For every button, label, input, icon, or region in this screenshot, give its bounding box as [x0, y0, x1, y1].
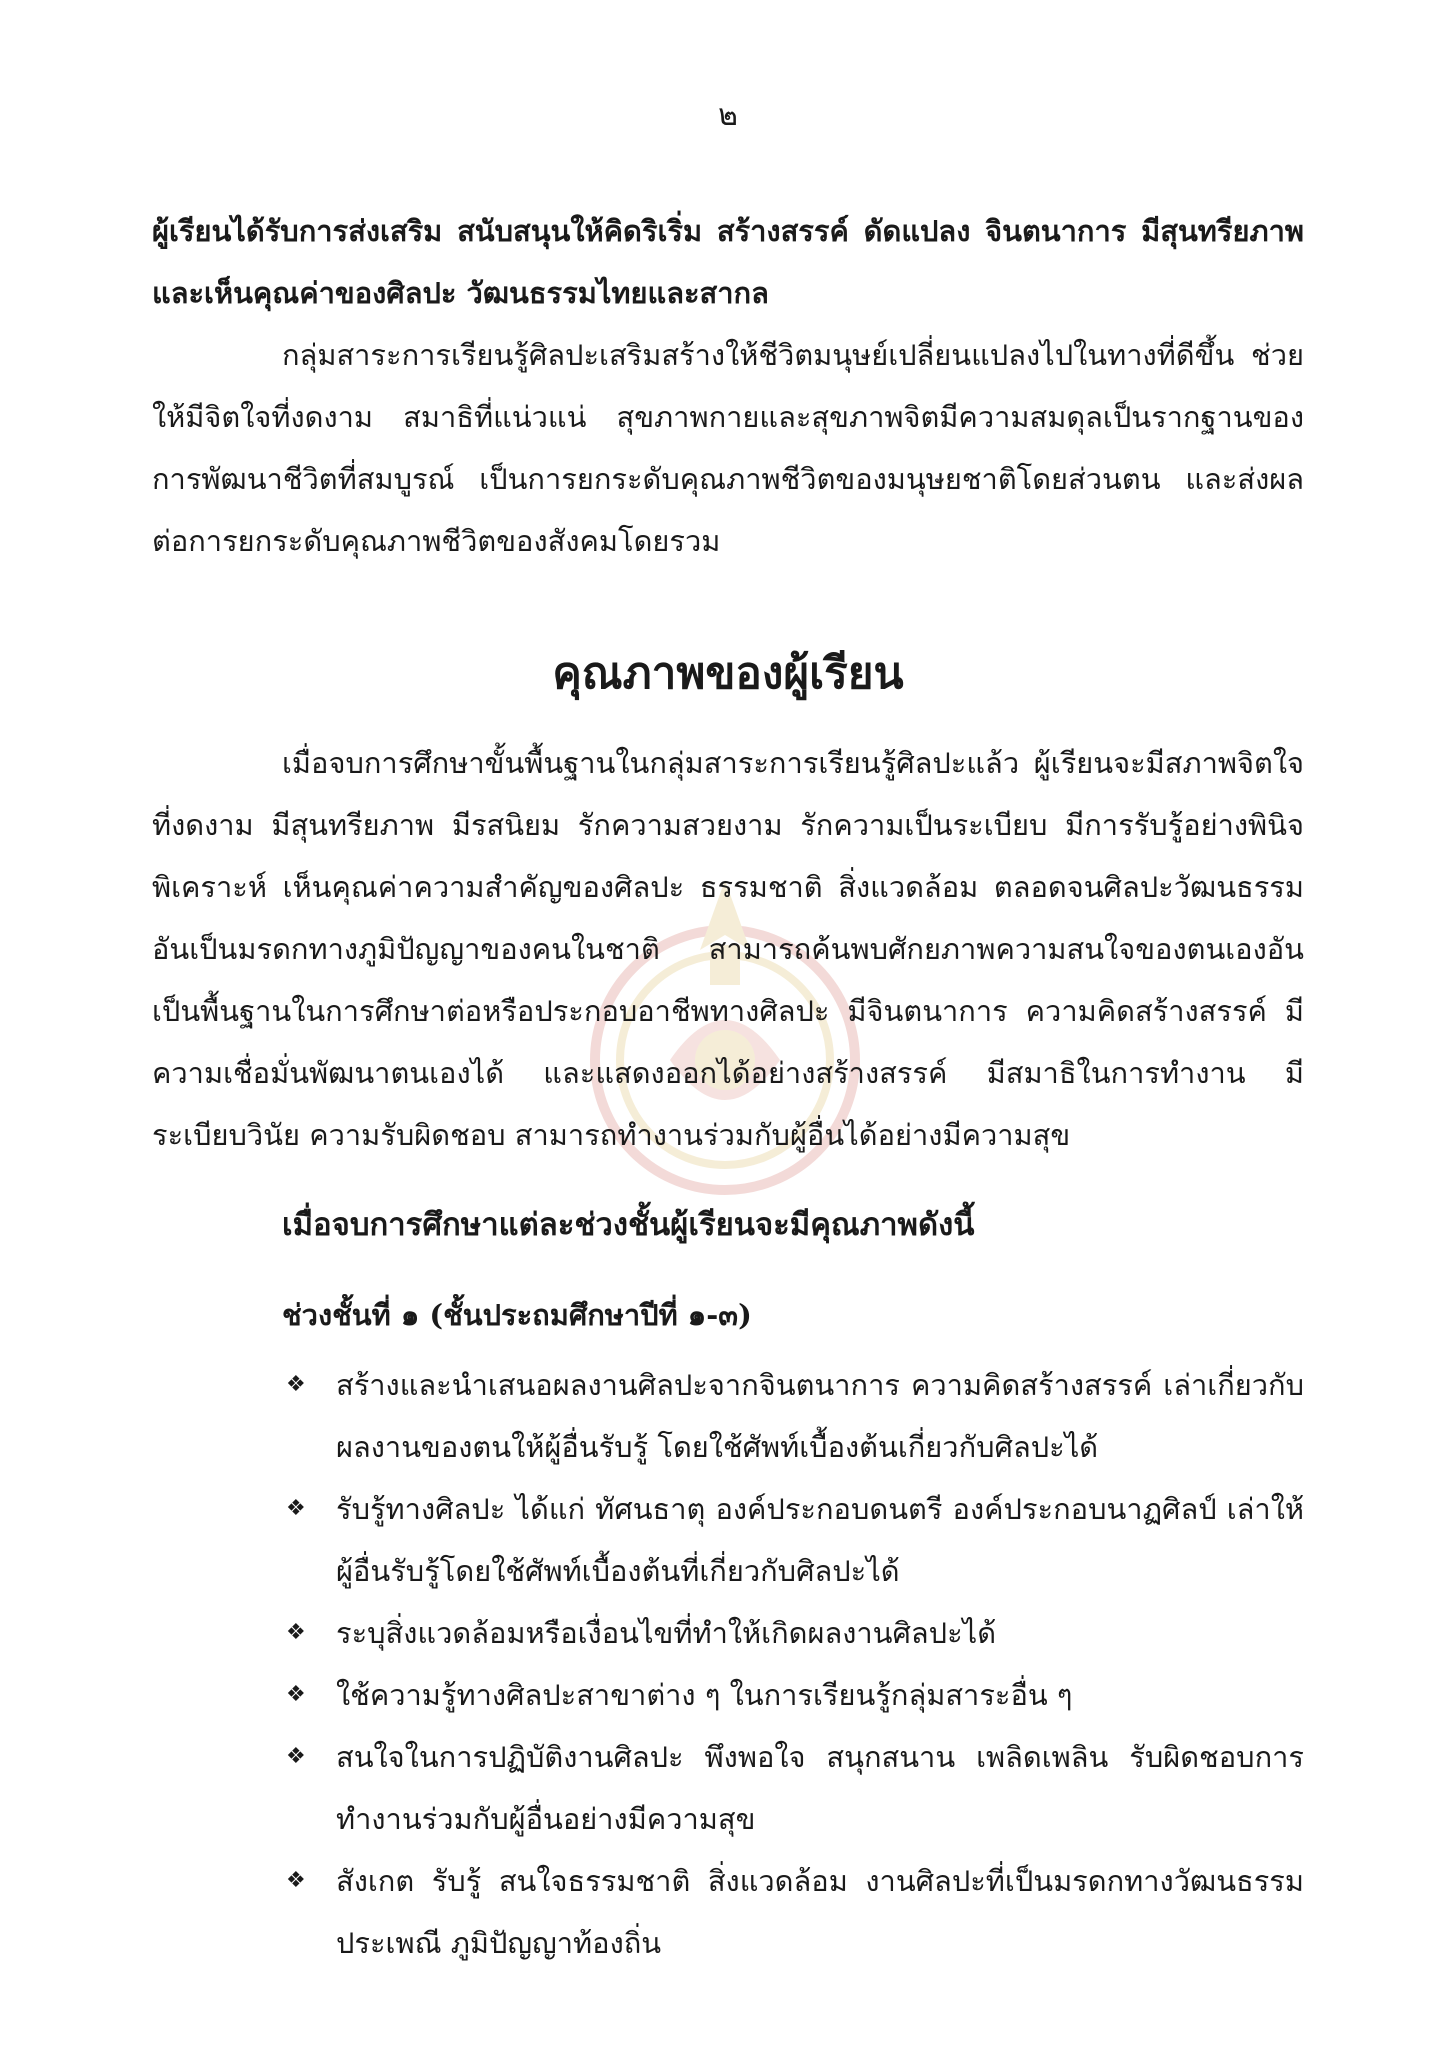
- diamond-bullet-icon: ❖: [286, 1744, 306, 1769]
- list-item: [282, 1478, 1304, 1602]
- list-item: [282, 1850, 1304, 1974]
- diamond-bullet-icon: ❖: [286, 1682, 306, 1707]
- list-item-text: ระบุสิ่งแวดล้อมหรือเงื่อนไขที่ทำให้เกิดผลงานศิลปะได้: [336, 1616, 997, 1650]
- list-item-text: รับรู้ทางศิลปะ ได้แก่ ทัศนธาตุ องค์ประกอบดนตรี องค์ประกอบนาฏศิลป์ เล่าให้ผู้อื่นรับรู้โดยใช้ศัพท์เบื้องต้นที่เกี่ยวกับศิลปะได้: [336, 1492, 1304, 1588]
- intro-bold-text: ผู้เรียนได้รับการส่งเสริม สนับสนุนให้คิดริเริ่ม สร้างสรรค์ ดัดแปลง จินตนาการ มีสุนทรียภาพ และเห็นคุณค่าของศิลปะ วัฒนธรรมไทยและสากล: [152, 214, 1304, 310]
- intro-paragraph: กลุ่มสาระการเรียนรู้ศิลปะเสริมสร้างให้ชีวิตมนุษย์เปลี่ยนแปลงไปในทางที่ดีขึ้น ช่วยให้มีจิตใจที่งดงาม สมาธิที่แน่วแน่ สุขภาพกายและสุขภาพจิตมีความสมดุลเป็นรากฐานของการพัฒนาชีวิตที่สมบูรณ์ เป็นการยกระดับคุณภาพชีวิตของมนุษยชาติโดยส่วนตน และส่งผลต่อการยกระดับคุณภาพชีวิตของสังคมโดยรวม: [152, 338, 1304, 558]
- list-item: [282, 1354, 1304, 1478]
- diamond-bullet-icon: ❖: [286, 1868, 306, 1893]
- list-item: [282, 1726, 1304, 1850]
- page-number: ๒: [718, 98, 738, 133]
- level-heading: ช่วงชั้นที่ ๑ (ชั้นประถมศึกษาปีที่ ๑-๓): [282, 1298, 752, 1332]
- list-item-text: สร้างและนำเสนอผลงานศิลปะจากจินตนาการ ความคิดสร้างสรรค์ เล่าเกี่ยวกับผลงานของตนให้ผู้อื่นรับรู้ โดยใช้ศัพท์เบื้องต้นเกี่ยวกับศิลปะได้: [336, 1368, 1304, 1464]
- list-item-text: ใช้ความรู้ทางศิลปะสาขาต่าง ๆ ในการเรียนรู้กลุ่มสาระอื่น ๆ: [336, 1678, 1073, 1712]
- diamond-bullet-icon: ❖: [286, 1496, 306, 1521]
- list-item: [282, 1664, 1304, 1726]
- page-content: [152, 200, 1304, 1974]
- diamond-bullet-icon: ❖: [286, 1372, 306, 1397]
- list-item-text: สนใจในการปฏิบัติงานศิลปะ พึงพอใจ สนุกสนาน เพลิดเพลิน รับผิดชอบการทำงานร่วมกับผู้อื่นอย่างมีความสุข: [336, 1740, 1304, 1836]
- list-item: [282, 1602, 1304, 1664]
- subheading: เมื่อจบการศึกษาแต่ละช่วงชั้นผู้เรียนจะมีคุณภาพดังนี้: [282, 1207, 975, 1243]
- diamond-bullet-icon: ❖: [286, 1620, 306, 1645]
- list-item-text: สังเกต รับรู้ สนใจธรรมชาติ สิ่งแวดล้อม งานศิลปะที่เป็นมรดกทางวัฒนธรรม ประเพณี ภูมิปัญญาท้องถิ่น: [336, 1864, 1304, 1960]
- quality-list: [282, 1354, 1304, 1974]
- section-title: คุณภาพของผู้เรียน: [552, 648, 904, 699]
- section-paragraph: เมื่อจบการศึกษาขั้นพื้นฐานในกลุ่มสาระการเรียนรู้ศิลปะแล้ว ผู้เรียนจะมีสภาพจิตใจที่งดงาม มีสุนทรียภาพ มีรสนิยม รักความสวยงาม รักความเป็นระเบียบ มีการรับรู้อย่างพินิจพิเคราะห์ เห็นคุณค่าความสำคัญของศิลปะ ธรรมชาติ สิ่งแวดล้อม ตลอดจนศิลปะวัฒนธรรมอันเป็นมรดกทางภูมิปัญญาของคนในชาติ สามารถค้นพบศักยภาพความสนใจของตนเองอันเป็นพื้นฐานในการศึกษาต่อหรือประกอบอาชีพทางศิลปะ มีจินตนาการ ความคิดสร้างสรรค์ มีความเชื่อมั่นพัฒนาตนเองได้ และแสดงออกได้อย่างสร้างสรรค์ มีสมาธิในการทำงาน มีระเบียบวินัย ความรับผิดชอบ สามารถทำงานร่วมกับผู้อื่นได้อย่างมีความสุข: [152, 746, 1304, 1152]
